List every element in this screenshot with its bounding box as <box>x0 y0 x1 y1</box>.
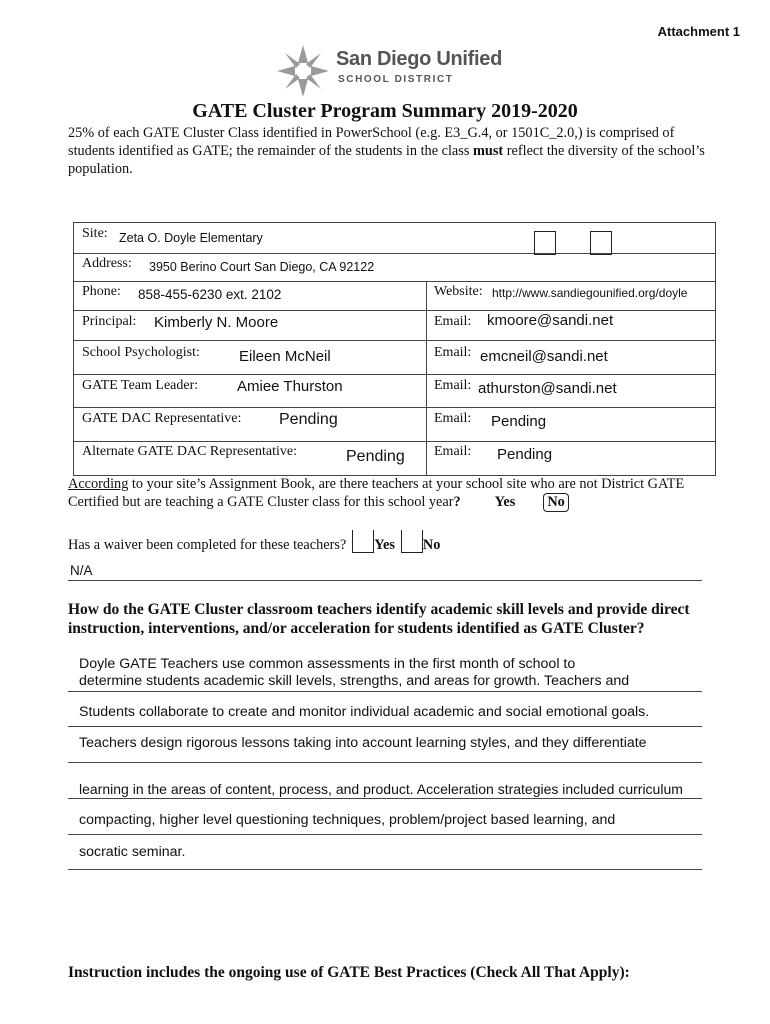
column-divider <box>426 441 427 475</box>
waiver-question <box>68 530 440 554</box>
address-row <box>74 253 715 282</box>
team-leader-email-label: Email: <box>434 378 472 393</box>
team-leader-email-value[interactable]: athurston@sandi.net <box>478 380 617 397</box>
answer-line-4[interactable]: Teachers design rigorous lessons taking into account learning styles, and they differentiate <box>79 735 647 751</box>
website-value[interactable]: http://www.sandiegounified.org/doyle <box>492 286 688 300</box>
column-divider <box>426 407 427 441</box>
answer-line <box>68 869 702 870</box>
alt-dac-label: Alternate GATE DAC Representative: <box>82 444 297 459</box>
column-divider <box>426 340 427 374</box>
team-leader-value[interactable]: Amiee Thurston <box>237 378 343 395</box>
question-mark: ? <box>453 494 461 510</box>
answer-line-2[interactable]: determine students academic skill levels, strengths, and areas for growth. Teachers and <box>79 673 630 689</box>
psychologist-row <box>74 340 715 375</box>
answer-line-3[interactable]: Students collaborate to create and monitor individual academic and social emotional goals. <box>79 704 650 720</box>
alt-dac-email-label: Email: <box>434 444 472 459</box>
principal-label: Principal: <box>82 314 137 329</box>
dac-email-value[interactable]: Pending <box>491 413 547 430</box>
answer-line <box>68 834 702 835</box>
answer-line <box>68 798 702 799</box>
team-leader-label: GATE Team Leader: <box>82 378 199 393</box>
logo-name: San Diego Unified <box>336 48 503 70</box>
psychologist-label: School Psychologist: <box>82 345 200 360</box>
instruction-question: How do the GATE Cluster classroom teachers identify academic skill levels and provide direct instruction, interventions, and/or acceleration for students identified as GATE Cluster? <box>68 601 690 637</box>
district-logo <box>274 44 504 96</box>
waiver-no-label: No <box>422 537 441 553</box>
intro-part2: reflect the diversity of the school’s population. <box>68 143 705 177</box>
answer-line-1[interactable]: Doyle GATE Teachers use common assessments in the first month of school to <box>79 656 576 672</box>
team-leader-row <box>74 374 715 408</box>
dac-label: GATE DAC Representative: <box>82 411 242 426</box>
psychologist-email-label: Email: <box>434 345 472 360</box>
attachment-label: Attachment 1 <box>657 24 740 39</box>
intro-text <box>68 124 708 178</box>
answer-line <box>68 580 702 581</box>
checkbox-square[interactable] <box>590 231 612 255</box>
principal-email-value[interactable]: kmoore@sandi.net <box>487 312 614 329</box>
waiver-yes-checkbox[interactable] <box>352 530 374 553</box>
principal-row <box>74 310 715 341</box>
psychologist-email-value[interactable]: emcneil@sandi.net <box>480 348 608 365</box>
answer-line-7[interactable]: socratic seminar. <box>79 844 186 860</box>
no-option-selected[interactable]: No <box>543 493 568 512</box>
answer-line <box>68 691 702 692</box>
checkbox-square[interactable] <box>534 231 556 255</box>
answer-line-6[interactable]: compacting, higher level questioning techniques, problem/project based learning, and <box>79 812 616 828</box>
website-label: Website: <box>434 284 483 299</box>
alt-dac-email-value[interactable]: Pending <box>497 446 553 463</box>
dac-row <box>74 407 715 442</box>
answer-line <box>68 762 702 763</box>
phone-value[interactable]: 858-455-6230 ext. 2102 <box>138 287 282 302</box>
yes-option[interactable]: Yes <box>494 494 516 510</box>
site-label: Site: <box>82 226 108 241</box>
certification-question <box>68 476 718 512</box>
waiver-no-checkbox[interactable] <box>401 530 423 553</box>
phone-label: Phone: <box>82 284 121 299</box>
address-value[interactable]: 3950 Berino Court San Diego, CA 92122 <box>149 260 375 274</box>
alt-dac-row <box>74 441 715 475</box>
principal-value[interactable]: Kimberly N. Moore <box>154 314 279 331</box>
waiver-answer[interactable]: N/A <box>70 563 93 578</box>
site-info-table <box>73 222 716 476</box>
waiver-yes-label: Yes <box>374 537 395 553</box>
star-logo-icon <box>274 44 332 96</box>
column-divider <box>426 281 427 310</box>
dac-value[interactable]: Pending <box>279 411 338 428</box>
answer-line-5[interactable]: learning in the areas of content, process, and product. Acceleration strategies included curriculum <box>79 781 683 797</box>
column-divider <box>426 310 427 340</box>
best-practices-heading: Instruction includes the ongoing use of GATE Best Practices (Check All That Apply): <box>68 964 630 981</box>
question-text: to your site’s Assignment Book, are there teachers at your school site who are not District GATE Certified but are teaching a GATE Cluster class for this school year <box>68 476 685 510</box>
alt-dac-value[interactable]: Pending <box>346 448 405 465</box>
principal-email-label: Email: <box>434 314 472 329</box>
intro-part1: 25% of each GATE Cluster Class identified in PowerSchool (e.g. E3_G.4, or 1501C_2.0,) is comprised of students identified as GATE; the remainder of the students in the class <box>68 125 675 159</box>
dac-email-label: Email: <box>434 411 472 426</box>
site-value[interactable]: Zeta O. Doyle Elementary <box>119 231 263 245</box>
psychologist-value[interactable]: Eileen McNeil <box>239 348 331 365</box>
page-title: GATE Cluster Program Summary 2019-2020 <box>192 100 578 122</box>
intro-bold: must <box>472 143 504 159</box>
phone-row <box>74 281 715 311</box>
answer-line <box>68 726 702 727</box>
question-underlined: According <box>68 476 129 492</box>
waiver-text: Has a waiver been completed for these teachers? <box>68 537 347 553</box>
site-row <box>74 223 715 254</box>
address-label: Address: <box>82 256 132 271</box>
column-divider <box>426 374 427 407</box>
logo-subtitle: SCHOOL DISTRICT <box>338 74 454 85</box>
